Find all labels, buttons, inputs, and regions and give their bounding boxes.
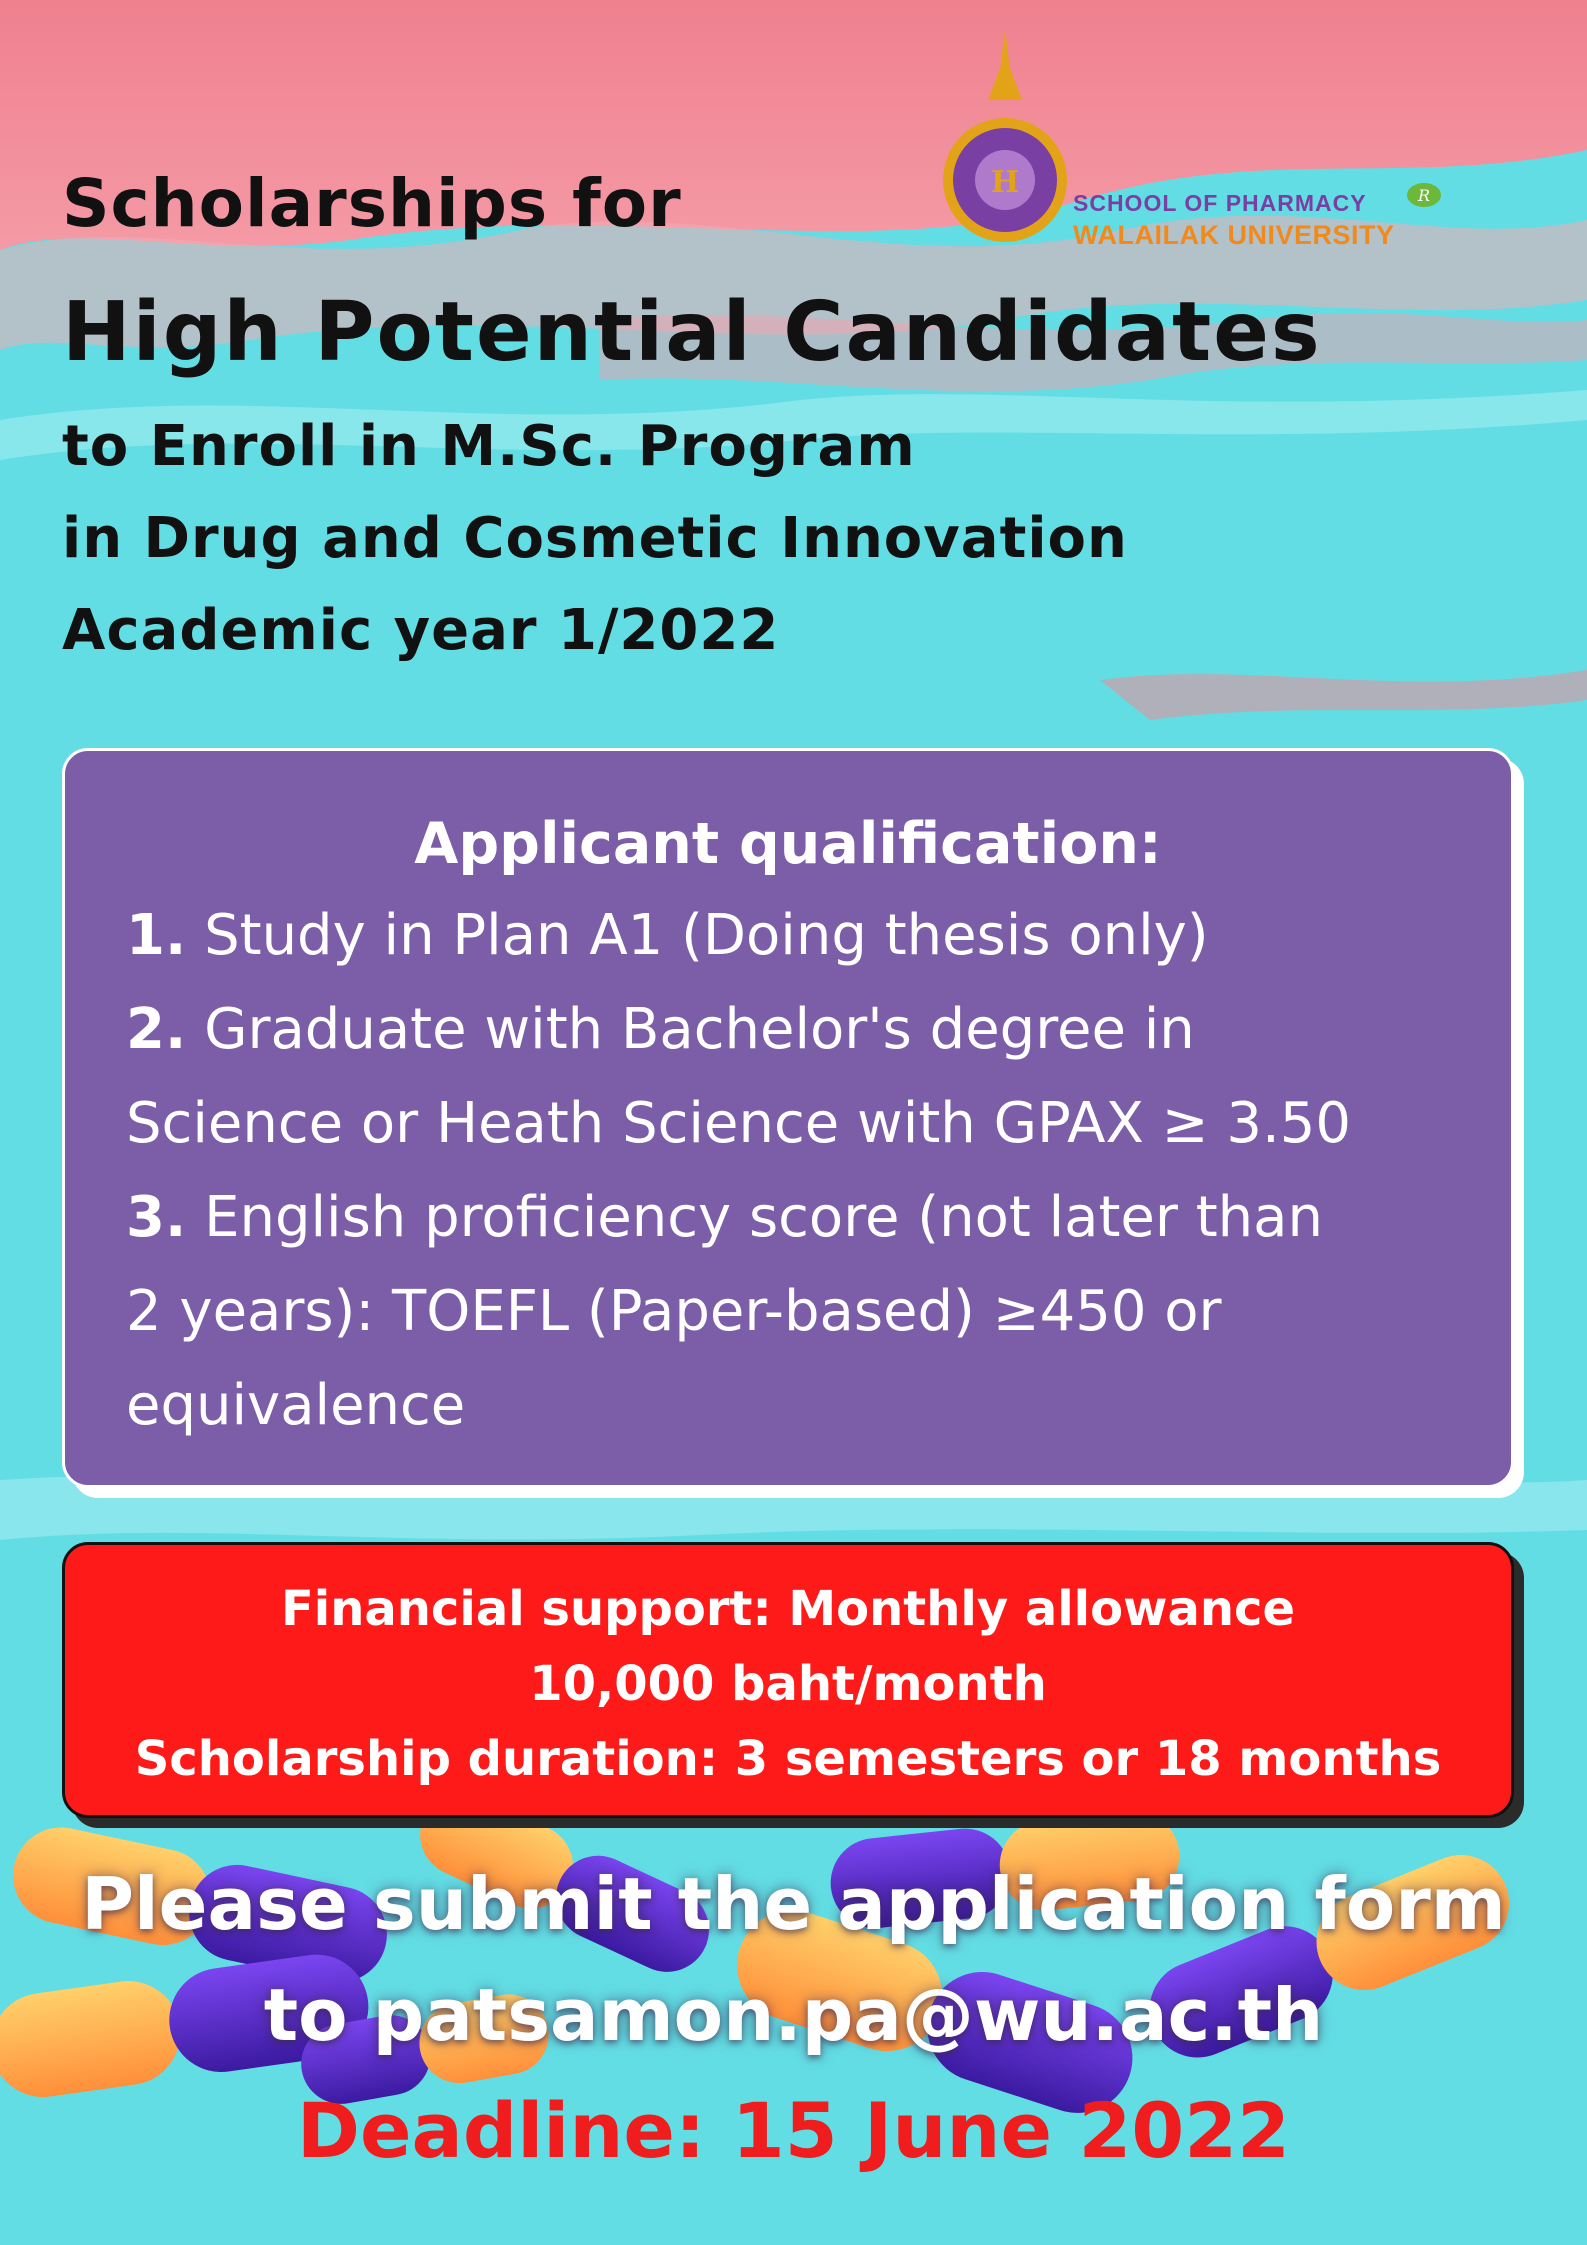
title-prefix: Scholarships for xyxy=(62,165,682,242)
walailak-seal-icon xyxy=(940,30,1070,260)
page-title: High Potential Candidates xyxy=(62,285,1322,380)
financial-support-line: Financial support: Monthly allowance xyxy=(280,1581,1296,1637)
submit-email: to patsamon.pa@wu.ac.th xyxy=(263,1973,1324,2057)
university-name: WALAILAK UNIVERSITY xyxy=(1073,220,1395,250)
allowance-amount: 10,000 baht/month xyxy=(529,1656,1047,1712)
qualification-card xyxy=(62,748,1514,1488)
submit-instruction: Please submit the application form xyxy=(81,1862,1506,1946)
qualification-item-3-cont2: equivalence xyxy=(126,1373,466,1438)
scholarship-duration: Scholarship duration: 3 semesters or 18 months xyxy=(134,1731,1442,1787)
svg-text:R: R xyxy=(1417,186,1431,205)
qualification-item-2-cont: Science or Heath Science with GPAX ≥ 3.50 xyxy=(126,1091,1352,1156)
svg-text:H: H xyxy=(990,165,1020,200)
program-name: in Drug and Cosmetic Innovation xyxy=(62,506,1128,571)
qualification-item-3-cont: 2 years): TOEFL (Paper-based) ≥450 or xyxy=(126,1279,1222,1344)
university-logo xyxy=(940,30,1460,260)
qualification-item-2: 2. Graduate with Bachelor's degree in xyxy=(126,997,1195,1062)
program-line: to Enroll in M.Sc. Program xyxy=(62,414,916,479)
academic-year: Academic year 1/2022 xyxy=(62,598,780,663)
qualification-item-1: 1. Study in Plan A1 (Doing thesis only) xyxy=(126,903,1209,968)
qualification-title: Applicant qualification: xyxy=(414,811,1162,877)
deadline-text: Deadline: 15 June 2022 xyxy=(296,2086,1291,2175)
rx-leaf-icon xyxy=(1405,178,1443,212)
financial-support-card xyxy=(62,1542,1514,1818)
school-name: SCHOOL OF PHARMACY xyxy=(1073,190,1367,216)
qualification-item-3: 3. English proficiency score (not later than xyxy=(126,1185,1323,1250)
